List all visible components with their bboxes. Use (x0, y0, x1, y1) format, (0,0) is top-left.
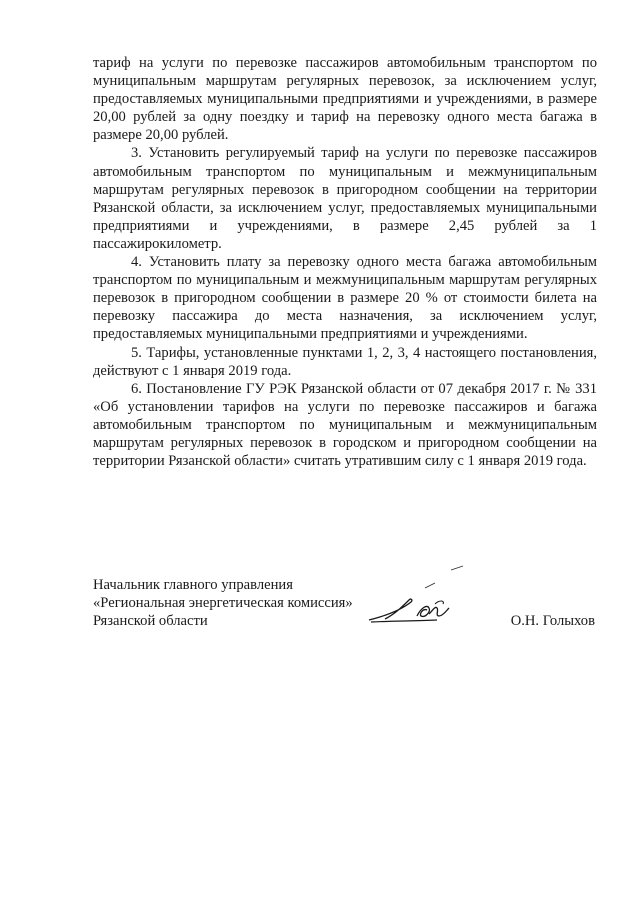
paragraph-continuation: тариф на услуги по перевозке пассажиров автомобильным транспортом по муниципальным маршрутам регулярных перевозок, за исключением услуг, предоставляемых муниципальными предприятиями и учреждениями, в размере 20,00 рублей за одну поездку и тариф на перевозку одного места багажа в размере 20,00 рублей. (93, 55, 597, 144)
document-body (93, 54, 597, 470)
signatory-title-line: Начальник главного управления (93, 577, 293, 593)
paragraph-item-6: 6. Постановление ГУ РЭК Рязанской области от 07 декабря 2017 г. № 331 «Об установлении тарифов на услуги по перевозке пассажиров и багажа автомобильным транспортом по муниципальным и межмуниципальным маршрутам регулярных перевозок в городском и пригородном сообщении на территории Рязанской области» считать утратившим силу с 1 января 2019 года. (93, 380, 597, 470)
signatory-title-line: Рязанской области (93, 613, 208, 629)
signature-block (93, 576, 597, 636)
paragraph-item-3: 3. Установить регулируемый тариф на услуги по перевозке пассажиров автомобильным транспортом по муниципальным и межмуниципальным маршрутам регулярных перевозок в пригородном сообщении на территории Рязанской области, за исключением услуг, предоставляемых муниципальными предприятиями и учреждениями, в размере 2,45 рублей за 1 пассажирокилометр. (93, 145, 597, 252)
signatory-name: О.Н. Голыхов (510, 613, 595, 629)
paragraph-item-5: 5. Тарифы, установленные пунктами 1, 2, 3, 4 настоящего постановления, действуют с 1 января 2019 года. (93, 344, 597, 379)
paragraph-item-4: 4. Установить плату за перевозку одного места багажа автомобильным транспортом по муниципальным и межмуниципальным маршрутам регулярных перевозок в пригородном сообщении в размере 20 % от стоимости билета на перевозку пассажира до места назначения, за исключением услуг, предоставляемых муниципальными предприятиями и учреждениями. (93, 254, 597, 343)
handwritten-signature (365, 564, 475, 634)
signatory-title (93, 576, 353, 630)
signatory-title-line: «Региональная энергетическая комиссия» (93, 595, 353, 611)
